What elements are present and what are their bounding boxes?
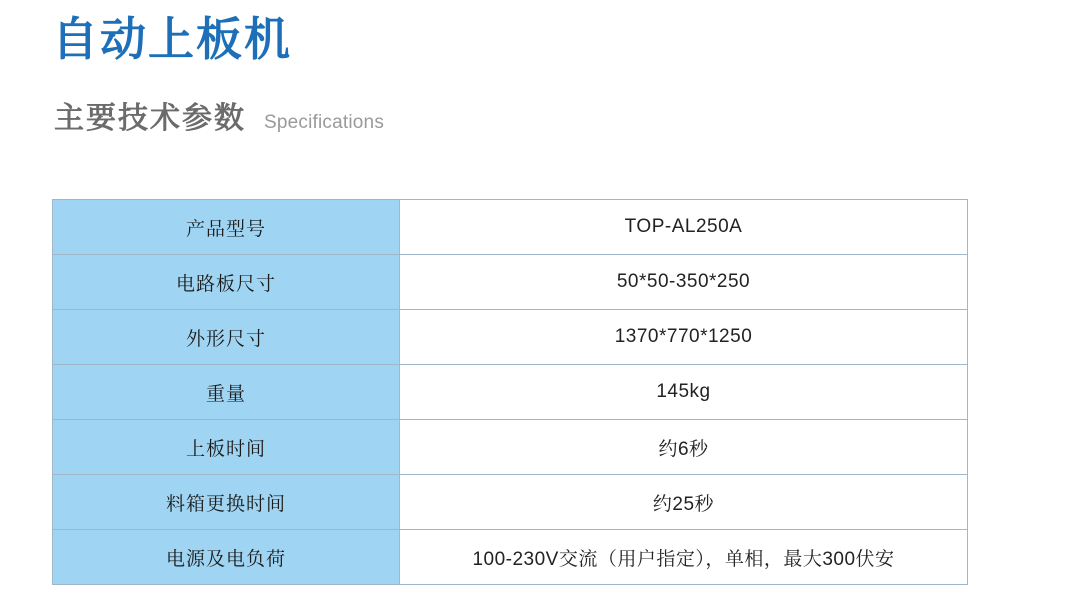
spec-label: 产品型号 xyxy=(53,200,400,255)
table-row xyxy=(53,255,968,310)
spec-label: 外形尺寸 xyxy=(53,310,400,365)
table-row xyxy=(53,365,968,420)
table-row xyxy=(53,200,968,255)
spec-value: 约6秒 xyxy=(400,420,968,475)
spec-value: 50*50-350*250 xyxy=(400,255,968,310)
table-row xyxy=(53,530,968,585)
page-title: 自动上板机 xyxy=(52,13,292,65)
section-heading xyxy=(54,104,384,134)
spec-label: 上板时间 xyxy=(53,420,400,475)
spec-label: 电源及电负荷 xyxy=(53,530,400,585)
spec-label: 重量 xyxy=(53,365,400,420)
spec-value: 1370*770*1250 xyxy=(400,310,968,365)
specifications-table xyxy=(52,199,968,585)
table-row xyxy=(53,475,968,530)
section-heading-cn: 主要技术参数 xyxy=(54,102,246,135)
spec-value: TOP-AL250A xyxy=(400,200,968,255)
spec-value: 145kg xyxy=(400,365,968,420)
table-row xyxy=(53,310,968,365)
spec-value: 100-230V交流（用户指定），单相，最大300伏安 xyxy=(400,530,968,585)
spec-label: 料箱更换时间 xyxy=(53,475,400,530)
table-row xyxy=(53,420,968,475)
specifications-table-body xyxy=(53,200,968,585)
spec-value: 约25秒 xyxy=(400,475,968,530)
spec-label: 电路板尺寸 xyxy=(53,255,400,310)
section-heading-en: Specifications xyxy=(264,112,385,133)
